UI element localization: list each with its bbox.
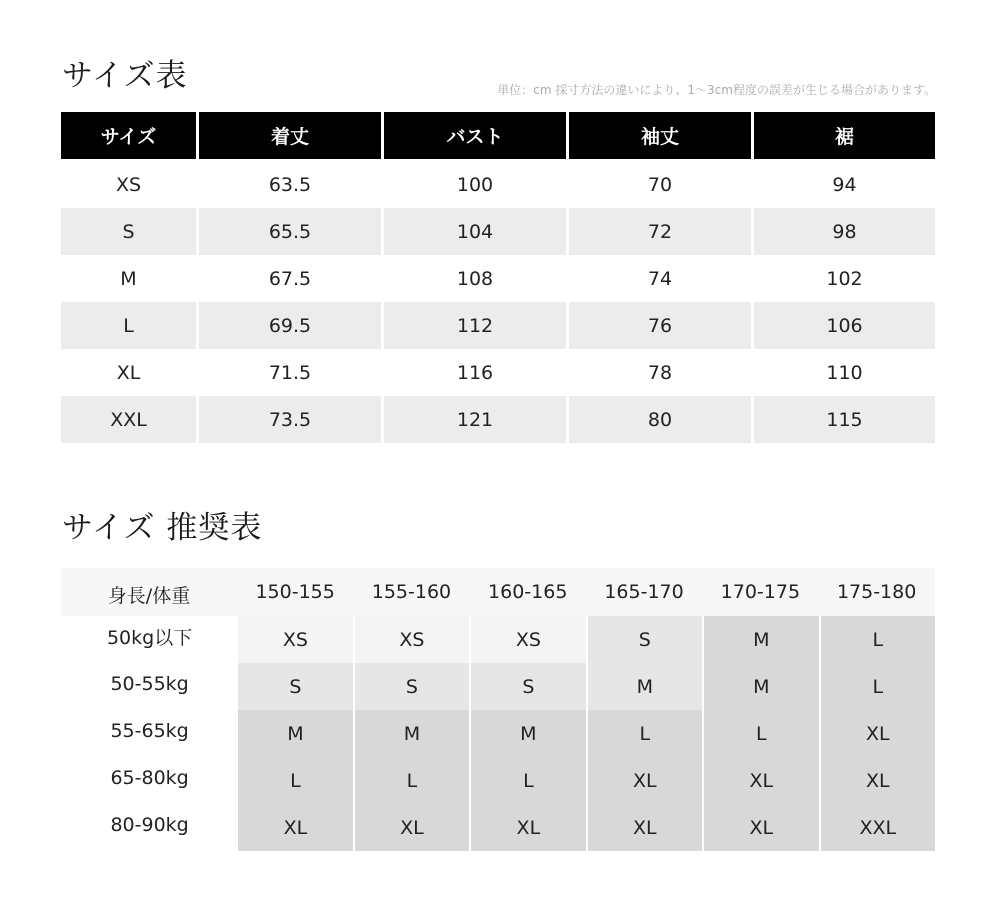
size-table-cell: L [61, 302, 196, 349]
size-table-row [61, 161, 935, 208]
size-table-row [61, 396, 935, 443]
size-table-header-cell: 裾 [754, 112, 935, 159]
recommend-cell: XL [704, 804, 818, 851]
size-table-cell: 106 [754, 302, 935, 349]
size-table-cell: 108 [384, 255, 566, 302]
size-table-header-cell: 着丈 [199, 112, 381, 159]
size-table-cell: 70 [569, 161, 751, 208]
recommend-cell: L [238, 757, 352, 804]
recommend-cell: XL [588, 804, 702, 851]
recommend-cell: M [238, 710, 352, 757]
size-table-cell: XL [61, 349, 196, 396]
weight-label: 50-55kg [61, 663, 238, 710]
height-header: 170-175 [720, 581, 801, 603]
recommend-table-row [61, 663, 935, 710]
recommend-table-row [61, 710, 935, 757]
weight-label: 65-80kg [61, 757, 238, 804]
recommend-cell: XL [704, 757, 818, 804]
recommend-cell: XL [821, 710, 935, 757]
recommend-table-title: サイズ 推奨表 [62, 510, 263, 546]
size-table-cell: 69.5 [199, 302, 381, 349]
recommend-cell: XL [355, 804, 469, 851]
recommend-table-row [61, 804, 935, 851]
size-table-cell: M [61, 255, 196, 302]
size-table-row [61, 302, 935, 349]
size-table-cell: 102 [754, 255, 935, 302]
size-table-cell: 80 [569, 396, 751, 443]
measurement-note: 単位：cm 採寸方法の違いにより、1〜3cm程度の誤差が生じる場合があります。 [497, 83, 936, 97]
size-table-cell: XS [61, 161, 196, 208]
size-table-cell: 121 [384, 396, 566, 443]
size-table-cell: 76 [569, 302, 751, 349]
height-header: 155-160 [371, 581, 452, 603]
size-table-cell: XXL [61, 396, 196, 443]
recommend-table-row [61, 616, 935, 663]
height-header: 150-155 [255, 581, 335, 603]
size-table-cell: 104 [384, 208, 566, 255]
size-table-cell: 74 [569, 255, 751, 302]
size-table-cell: S [61, 208, 196, 255]
recommend-cell: S [588, 616, 702, 663]
size-table-cell: 71.5 [199, 349, 381, 396]
weight-label: 55-65kg [61, 710, 238, 757]
size-table-title: サイズ表 [62, 58, 188, 94]
recommend-cell: XL [471, 804, 585, 851]
size-table-cell: 116 [384, 349, 566, 396]
recommend-cell: L [355, 757, 469, 804]
size-table-cell: 72 [569, 208, 751, 255]
size-table-cell: 98 [754, 208, 935, 255]
size-table-cell: 73.5 [199, 396, 381, 443]
recommend-cell: S [355, 663, 469, 710]
recommend-cell: L [704, 710, 818, 757]
size-table-cell: 63.5 [199, 161, 381, 208]
recommend-cell: L [821, 663, 935, 710]
size-table-row [61, 255, 935, 302]
height-header: 160-165 [488, 581, 568, 603]
size-table-row [61, 349, 935, 396]
weight-label: 50kg以下 [61, 616, 238, 663]
recommend-cell: XXL [821, 804, 935, 851]
size-table-cell: 115 [754, 396, 935, 443]
recommend-cell: L [588, 710, 702, 757]
size-table [61, 112, 935, 443]
recommend-corner-label: 身長/体重 [107, 584, 191, 607]
height-header: 175-180 [836, 581, 917, 603]
size-table-header-cell: バスト [384, 112, 566, 159]
recommend-cell: XL [821, 757, 935, 804]
recommend-table-header-row [61, 568, 935, 616]
weight-label: 80-90kg [61, 804, 238, 851]
size-table-cell: 94 [754, 161, 935, 208]
recommend-table-row [61, 757, 935, 804]
recommend-cell: S [238, 663, 352, 710]
size-table-cell: 112 [384, 302, 566, 349]
recommend-cell: M [588, 663, 702, 710]
recommend-cell: XS [238, 616, 352, 663]
recommend-cell: M [704, 616, 818, 663]
recommend-cell: M [704, 663, 818, 710]
recommend-cell: XL [238, 804, 352, 851]
size-table-cell: 67.5 [199, 255, 381, 302]
size-table-cell: 100 [384, 161, 566, 208]
recommend-cell: L [471, 757, 585, 804]
size-table-header-cell: サイズ [61, 112, 196, 159]
size-table-row [61, 208, 935, 255]
size-table-header-cell: 袖丈 [569, 112, 751, 159]
size-table-cell: 65.5 [199, 208, 381, 255]
size-table-cell: 110 [754, 349, 935, 396]
recommend-cell: XS [471, 616, 585, 663]
recommend-cell: M [355, 710, 469, 757]
recommend-cell: L [821, 616, 935, 663]
recommend-cell: M [471, 710, 585, 757]
size-table-cell: 78 [569, 349, 751, 396]
size-table-header-row [61, 112, 935, 159]
recommend-cell: S [471, 663, 585, 710]
recommend-cell: XS [355, 616, 469, 663]
height-header: 165-170 [604, 581, 684, 603]
recommend-cell: XL [588, 757, 702, 804]
recommend-table [61, 568, 935, 851]
